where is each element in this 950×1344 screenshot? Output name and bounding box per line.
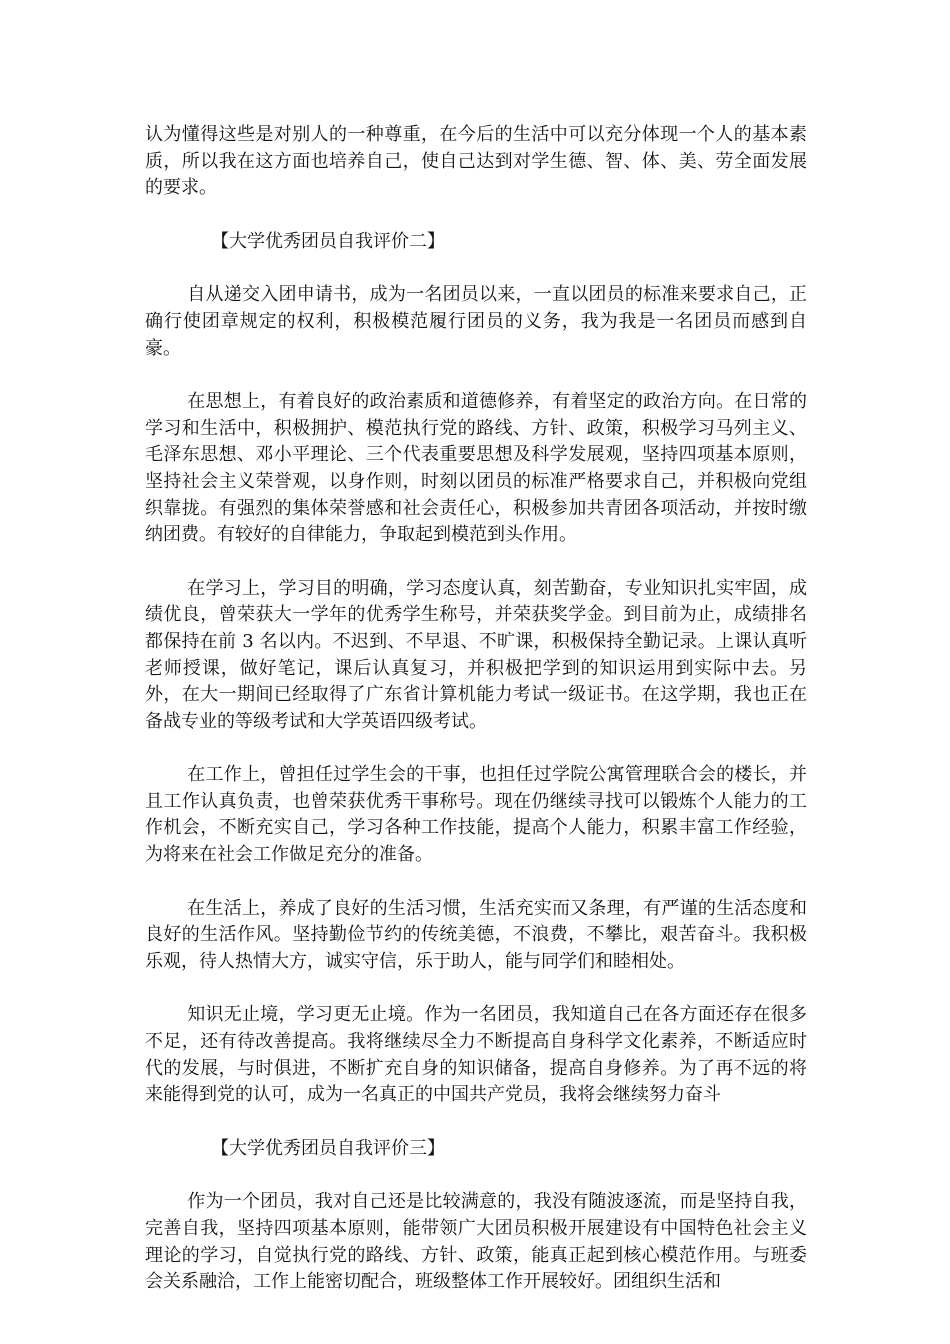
- section2-paragraph-5: 在生活上，养成了良好的生活习惯，生活充实而又条理，有严谨的生活态度和良好的生活作风。坚持勤俭节约的传统美德，不浪费，不攀比，艰苦奋斗。我积极乐观，待人热情大方，诚实守信，乐于助人，能与同学们和睦相处。: [145, 897, 807, 972]
- section-heading-2: 【大学优秀团员自我评价二】: [211, 230, 445, 252]
- section2-paragraph-3: 在学习上，学习目的明确，学习态度认真，刻苦勤奋，专业知识扎实牢固，成绩优良，曾荣获大一学年的优秀学生称号，并荣获奖学金。到目前为止，成绩排名都保持在前 3 名以内。不迟到、不早退、不旷课，积极保持全勤记录。上课认真听老师授课，做好笔记，课后认真复习，并积极把学到的知识运用到实际中去。另外，在大一期间已经取得了广东省计算机能力考试一级证书。在这学期，我也正在备战专业的等级考试和大学英语四级考试。: [145, 577, 807, 732]
- document-page: [145, 122, 807, 1323]
- section3-paragraph-1: 作为一个团员，我对自己还是比较满意的，我没有随波逐流，而是坚持自我，完善自我，坚持四项基本原则，能带领广大团员积极开展建设有中国特色社会主义理论的学习，自觉执行党的路线、方针、政策，能真正起到核心模范作用。与班委会关系融洽，工作上能密切配合，班级整体工作开展较好。团组织生活和: [145, 1191, 807, 1293]
- section2-paragraph-2: 在思想上，有着良好的政治素质和道德修养，有着坚定的政治方向。在日常的学习和生活中，积极拥护、模范执行党的路线、方针、政策，积极学习马列主义、毛泽东思想、邓小平理论、三个代表重要思想及科学发展观，坚持四项基本原则，坚持社会主义荣誉观，以身作则，时刻以团员的标准严格要求自己，并积极向党组织靠拢。有强烈的集体荣誉感和社会责任心，积极参加共青团各项活动，并按时缴纳团费。有较好的自律能力，争取起到模范到头作用。: [145, 391, 807, 546]
- section2-paragraph-4: 在工作上，曾担任过学生会的干事，也担任过学院公寓管理联合会的楼长，并且工作认真负责，也曾荣获优秀干事称号。现在仍继续寻找可以锻炼个人能力的工作机会，不断充实自己，学习各种工作技能，提高个人能力，积累丰富工作经验，为将来在社会工作做足充分的准备。: [145, 764, 807, 866]
- section2-paragraph-6: 知识无止境，学习更无止境。作为一名团员，我知道自己在各方面还存在很多不足，还有待改善提高。我将继续尽全力不断提高自身科学文化素养，不断适应时代的发展，与时俱进，不断扩充自身的知识储备，提高自身修养。为了再不远的将来能得到党的认可，成为一名真正的中国共产党员，我将会继续努力奋斗: [145, 1004, 807, 1106]
- intro-paragraph: 认为懂得这些是对别人的一种尊重，在今后的生活中可以充分体现一个人的基本素质，所以我在这方面也培养自己，使自己达到对学生德、智、体、美、劳全面发展的要求。: [145, 124, 807, 199]
- section-heading-3: 【大学优秀团员自我评价三】: [211, 1137, 445, 1159]
- section2-paragraph-1: 自从递交入团申请书，成为一名团员以来，一直以团员的标准来要求自己，正确行使团章规定的权利，积极模范履行团员的义务，我为我是一名团员而感到自豪。: [145, 284, 807, 359]
